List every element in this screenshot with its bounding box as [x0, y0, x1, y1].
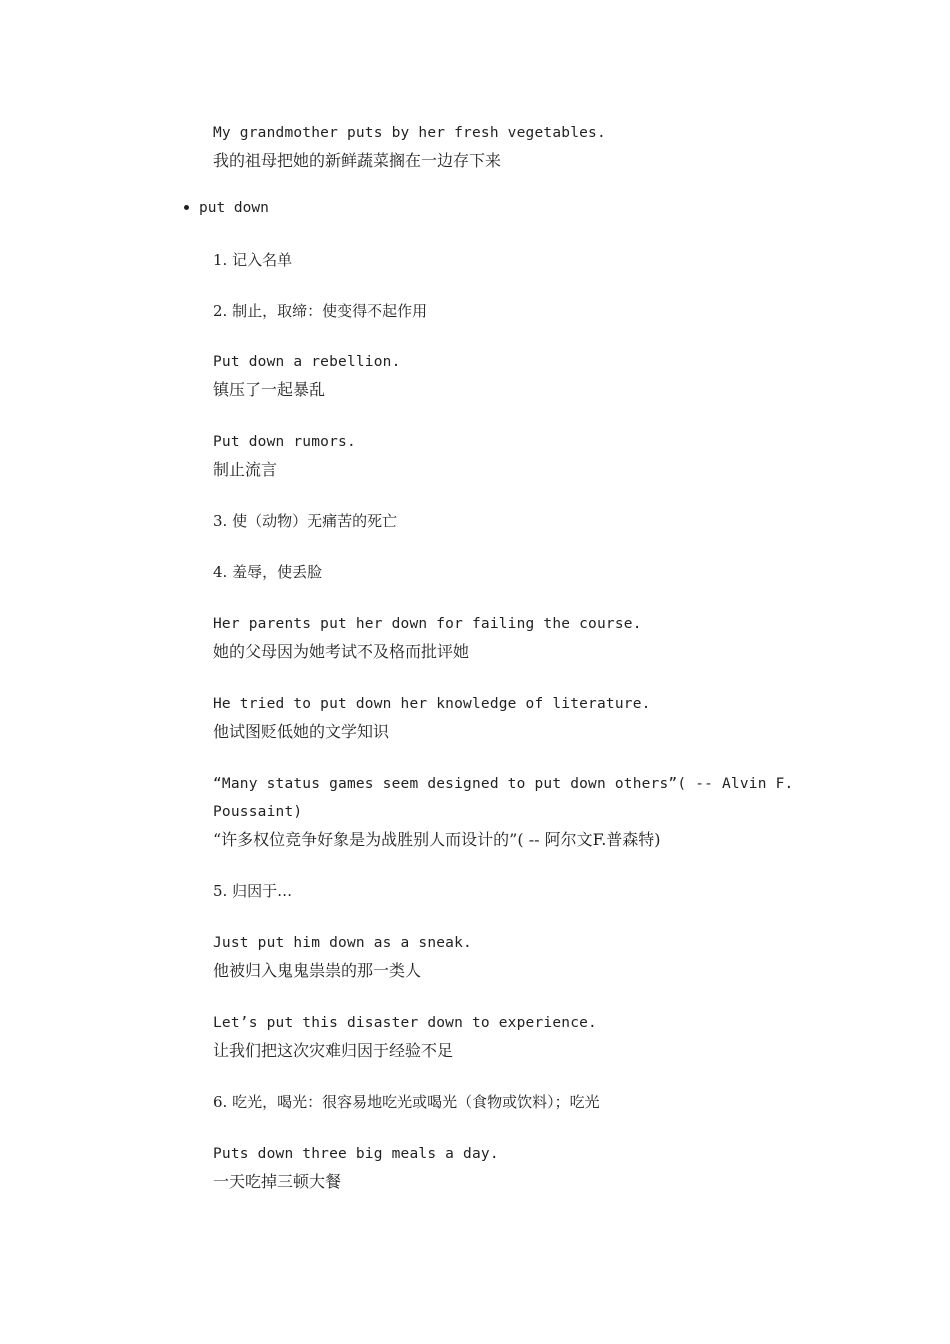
sense-3: 3. 使（动物）无痛苦的死亡	[213, 512, 398, 530]
example-english: He tried to put down her knowledge of literature.	[213, 696, 651, 712]
example-chinese: 让我们把这次灾难归因于经验不足	[213, 1041, 454, 1060]
bullet-icon	[184, 205, 189, 210]
quote-chinese: “许多权位竞争好象是为战胜别人而设计的”( -- 阿尔文F.普森特)	[213, 830, 661, 849]
example-chinese: 制止流言	[213, 460, 278, 479]
example-english: Let’s put this disaster down to experience.	[213, 1015, 597, 1031]
example-english: Her parents put her down for failing the course.	[213, 616, 642, 632]
example-chinese: 他试图贬低她的文学知识	[213, 722, 390, 741]
example-english: Just put him down as a sneak.	[213, 935, 472, 951]
example-chinese: 她的父母因为她考试不及格而批评她	[213, 642, 470, 661]
example-chinese: 一天吃掉三顿大餐	[213, 1172, 342, 1191]
sense-1: 1. 记入名单	[213, 251, 293, 269]
example-english: Puts down three big meals a day.	[213, 1146, 499, 1162]
example-chinese: 我的祖母把她的新鲜蔬菜搁在一边存下来	[213, 151, 502, 170]
example-english: Put down a rebellion.	[213, 354, 401, 370]
sense-2: 2. 制止，取缔：使变得不起作用	[213, 302, 428, 320]
sense-4: 4. 羞辱，使丢脸	[213, 563, 323, 581]
quote-english-cont: Poussaint)	[213, 804, 303, 820]
example-english: My grandmother puts by her fresh vegetables.	[213, 125, 606, 141]
entry-heading	[184, 198, 269, 218]
sense-6: 6. 吃光，喝光：很容易地吃光或喝光（食物或饮料）；吃光	[213, 1093, 600, 1111]
sense-5: 5. 归因于…	[213, 882, 293, 900]
entry-term: put down	[199, 200, 269, 216]
quote-english: “Many status games seem designed to put down others”( -- Alvin F.	[213, 776, 794, 792]
example-english: Put down rumors.	[213, 434, 356, 450]
example-chinese: 他被归入鬼鬼祟祟的那一类人	[213, 961, 422, 980]
example-chinese: 镇压了一起暴乱	[213, 380, 326, 399]
